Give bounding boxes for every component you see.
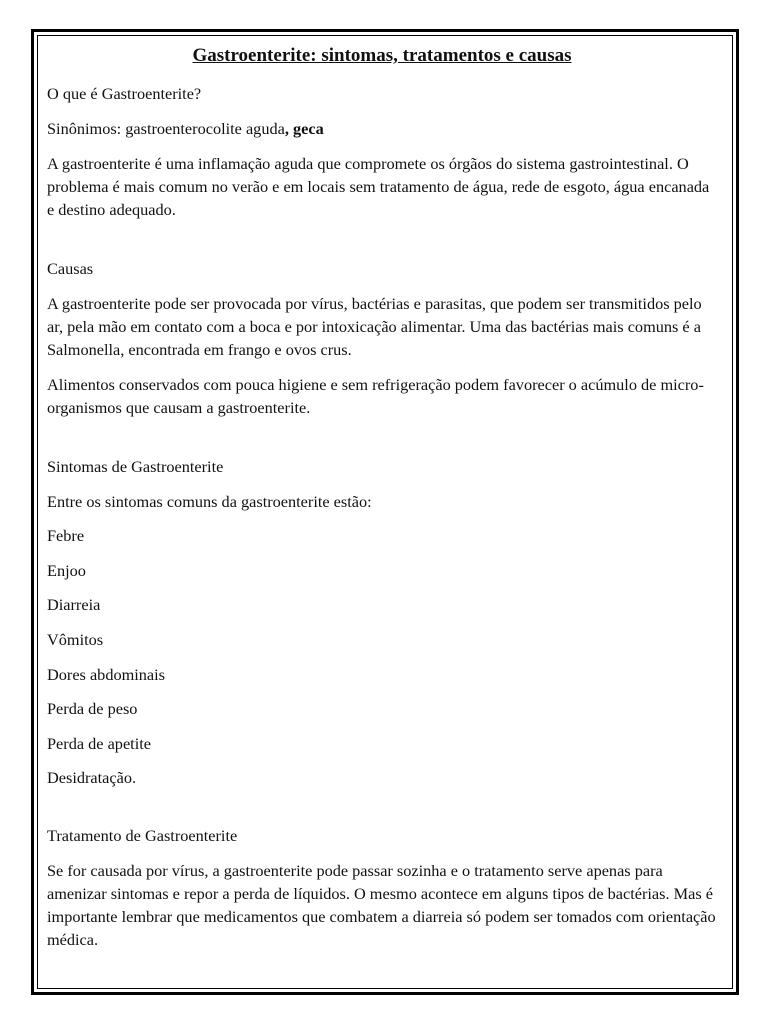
document-body: [47, 44, 717, 951]
symptoms-heading: Sintomas de Gastroenterite: [47, 457, 224, 476]
symptom-item: Vômitos: [47, 629, 104, 649]
symptom-item: Dores abdominais: [47, 664, 166, 684]
symptom-item: Perda de apetite: [47, 733, 151, 753]
symptom-item: Desidratação.: [47, 768, 137, 788]
symptoms-intro: Entre os sintomas comuns da gastroenterite estão:: [47, 491, 372, 511]
causes-paragraph-2: Alimentos conservados com pouca higiene e sem refrigeração podem favorecer o acúmulo de micro-organismos que causam a gastroenterite.: [47, 375, 704, 417]
symptoms-section: [47, 455, 717, 789]
document-title: Gastroenterite: sintomas, tratamentos e causas: [192, 45, 572, 66]
synonyms-line: [47, 117, 717, 140]
page-border: [31, 29, 739, 995]
causes-heading: Causas: [47, 259, 94, 278]
causes-paragraph-1: A gastroenterite pode ser provocada por vírus, bactérias e parasitas, que podem ser transmitidos pelo ar, pela mão em contato com a boca e por intoxicação alimentar. Uma das bactérias mais comuns é a Salmonella, encontrada em frango e ovos crus.: [47, 294, 702, 359]
treatment-paragraph: Se for causada por vírus, a gastroenterite pode passar sozinha e o tratamento serve apenas para amenizar sintomas e repor a perda de líquidos. O mesmo acontece em alguns tipos de bactérias. Mas é importante lembrar que medicamentos que combatem a diarreia só podem ser tomados com orientação médica.: [47, 860, 716, 949]
symptom-item: Enjoo: [47, 560, 86, 580]
definition-paragraph: A gastroenterite é uma inflamação aguda que compromete os órgãos do sistema gastrointestinal. O problema é mais comum no verão e em locais sem tratamento de água, rede de esgoto, água encanada e destino adequado.: [47, 154, 710, 219]
synonyms-bold: , geca: [284, 119, 324, 138]
symptom-item: Diarreia: [47, 595, 101, 615]
symptom-item: Perda de peso: [47, 699, 138, 719]
intro-question: O que é Gastroenterite?: [47, 84, 202, 103]
synonyms-text: Sinônimos: gastroenterocolite aguda: [47, 119, 285, 138]
symptom-item: Febre: [47, 526, 85, 546]
treatment-heading: Tratamento de Gastroenterite: [47, 825, 238, 845]
